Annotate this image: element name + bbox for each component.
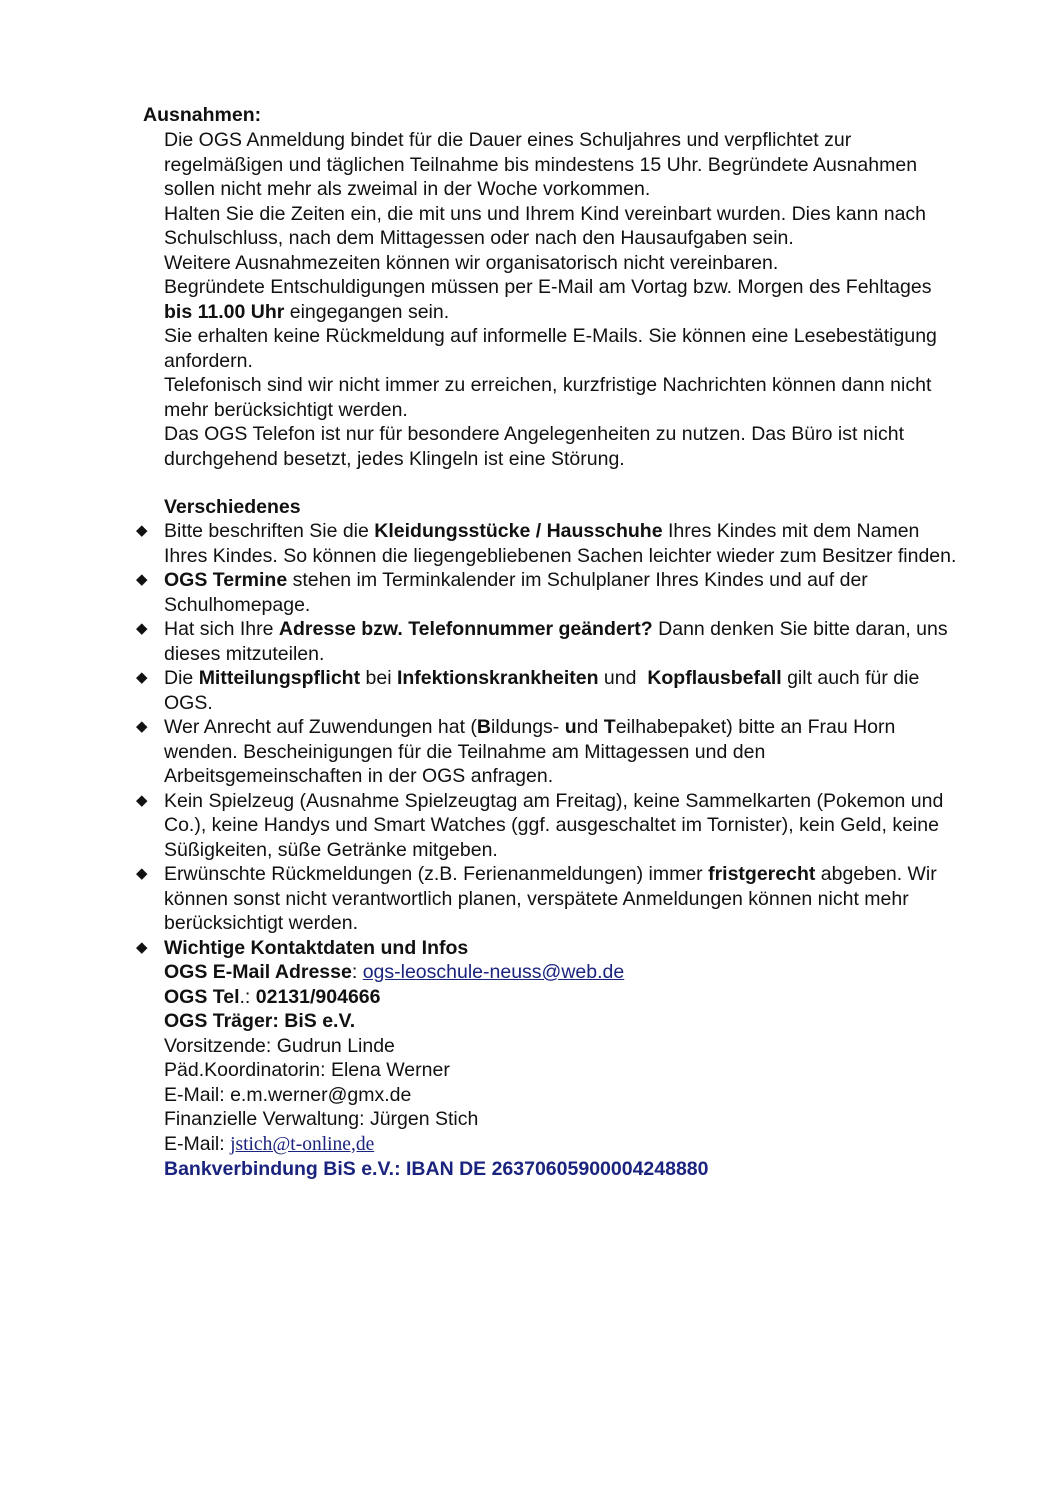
bold-text: Adresse bzw. Telefonnummer geändert? [278, 618, 653, 640]
diamond-bullet-icon: ◆ [136, 938, 148, 956]
list-item [136, 666, 966, 715]
text: nd [576, 716, 604, 738]
verwaltung-email-line [164, 1132, 966, 1158]
text: : [351, 961, 363, 983]
list-item [136, 789, 966, 863]
paragraph: Weitere Ausnahmezeiten können wir organisatorisch nicht vereinbaren. [164, 251, 779, 274]
list-item [136, 519, 966, 568]
diamond-bullet-icon: ◆ [136, 571, 148, 588]
bold-text: fristgerecht [708, 863, 816, 885]
bold-text: T [603, 716, 616, 738]
text: E-Mail: [164, 1132, 231, 1155]
bold-text: Infektionskrankheiten [396, 667, 599, 689]
text: Die [164, 667, 199, 689]
bold-text: Kopflausbefall [647, 667, 782, 689]
verwaltung: Finanzielle Verwaltung: Jürgen Stich [164, 1108, 479, 1130]
list-item [136, 715, 966, 789]
diamond-bullet-icon: ◆ [136, 620, 148, 637]
bankverbindung: Bankverbindung BiS e.V.: IBAN DE 26370605900004248880 [164, 1158, 709, 1180]
paragraph: Die OGS Anmeldung bindet für die Dauer eines Schuljahres und verpflichtet zur regelmäßigen und täglichen Teilnahme bis mindestens 15 Uhr. Begründete Ausnahmen sollen nicht mehr als zweimal in der Woche vorkommen. [164, 129, 918, 200]
koordinatorin-email: E-Mail: e.m.werner@gmx.de [164, 1083, 412, 1106]
bold-text: u [564, 716, 577, 738]
text: und [598, 667, 648, 689]
email-label: OGS E-Mail Adresse [164, 961, 352, 983]
text: Bitte beschriften Sie die [164, 520, 375, 542]
text: gilt auch für die OGS. [164, 667, 920, 714]
text: abgeben. Wir können sonst nicht verantwortlich planen, verspätete Anmeldungen können nicht mehr berücksichtigt werden. [164, 863, 937, 934]
heading-ausnahmen: Ausnahmen: [143, 104, 262, 126]
bold-text: Mitteilungspflicht [198, 667, 361, 689]
text: Dann denken Sie bitte daran, uns dieses mitzuteilen. [164, 618, 948, 665]
list-item [136, 862, 966, 936]
deadline-bold: bis 11.00 Uhr [164, 300, 285, 323]
list-item-kontakt [136, 936, 966, 1182]
koordinatorin: Päd.Koordinatorin: Elena Werner [164, 1059, 450, 1081]
vorsitzende: Vorsitzende: Gudrun Linde [164, 1034, 395, 1057]
paragraph-entschuldigungen [164, 275, 964, 324]
diamond-bullet-icon: ◆ [136, 791, 148, 809]
diamond-bullet-icon: ◆ [136, 718, 148, 735]
text: eingegangen sein. [284, 300, 450, 323]
text: stehen im Terminkalender im Schulplaner Ihres Kindes und auf der Schulhomepage. [164, 569, 868, 616]
bullet-list [136, 519, 966, 1182]
traeger: OGS Träger: BiS e.V. [164, 1010, 356, 1032]
email-line [164, 960, 966, 985]
ausnahmen-body [164, 128, 964, 471]
text: Kein Spielzeug (Ausnahme Spielzeugtag am Freitag), keine Sammelkarten (Pokemon und Co.), keine Handys und Smart Watches (ggf. ausgeschaltet im Tornister), kein Geld, keine Süßigkeiten, süße Getränke mitgeben. [164, 789, 944, 861]
list-item [136, 568, 966, 617]
bold-text: OGS Termine [164, 569, 288, 591]
paragraph: Das OGS Telefon ist nur für besondere Angelegenheiten zu nutzen. Das Büro ist nicht durchgehend besetzt, jedes Klingeln ist eine Störung. [164, 423, 905, 470]
diamond-bullet-icon: ◆ [136, 865, 148, 882]
tel-label: OGS Tel [164, 985, 240, 1008]
text: bei [360, 667, 397, 689]
tel-number: 02131/904666 [255, 985, 381, 1008]
paragraph: Halten Sie die Zeiten ein, die mit uns und Ihrem Kind vereinbart wurden. Dies kann nach Schulschluss, nach dem Mittagessen oder nach den Hausaufgaben sein. [164, 202, 927, 249]
verwaltung-email-link[interactable]: jstich@t-online,de [230, 1133, 375, 1155]
diamond-bullet-icon: ◆ [136, 669, 148, 686]
text: ildungs- [491, 716, 565, 738]
text: Hat sich Ihre [164, 618, 279, 640]
paragraph: Sie erhalten keine Rückmeldung auf informelle E-Mails. Sie können eine Lesebestätigung anfordern. [164, 325, 937, 372]
text: Begründete Entschuldigungen müssen per E-Mail am Vortag bzw. Morgen des Fehltages [164, 276, 932, 298]
text: Ihres Kindes mit dem Namen Ihres Kindes. So können die liegengebliebenen Sachen leichter wieder zum Besitzer finden. [164, 520, 957, 567]
email-link[interactable]: ogs-leoschule-neuss@web.de [362, 961, 625, 983]
text: eilhabepaket) bitte an Frau Horn wenden. Bescheinigungen für die Teilnahme am Mittagessen und den Arbeitsgemeinschaften in der OGS anfragen. [164, 716, 896, 787]
diamond-bullet-icon: ◆ [136, 522, 148, 539]
heading-verschiedenes: Verschiedenes [164, 496, 301, 518]
bold-text: Kleidungsstücke / Hausschuhe [374, 520, 663, 542]
kontakt-heading: Wichtige Kontaktdaten und Infos [164, 936, 469, 959]
bold-text: B [476, 716, 492, 738]
list-item [136, 617, 966, 666]
tel-line [164, 985, 966, 1010]
text: .: [239, 985, 256, 1008]
paragraph: Telefonisch sind wir nicht immer zu erreichen, kurzfristige Nachrichten können dann nicht mehr berücksichtigt werden. [164, 374, 932, 421]
text: Erwünschte Rückmeldungen (z.B. Ferienanmeldungen) immer [164, 863, 709, 885]
text: Wer Anrecht auf Zuwendungen hat ( [164, 716, 477, 738]
